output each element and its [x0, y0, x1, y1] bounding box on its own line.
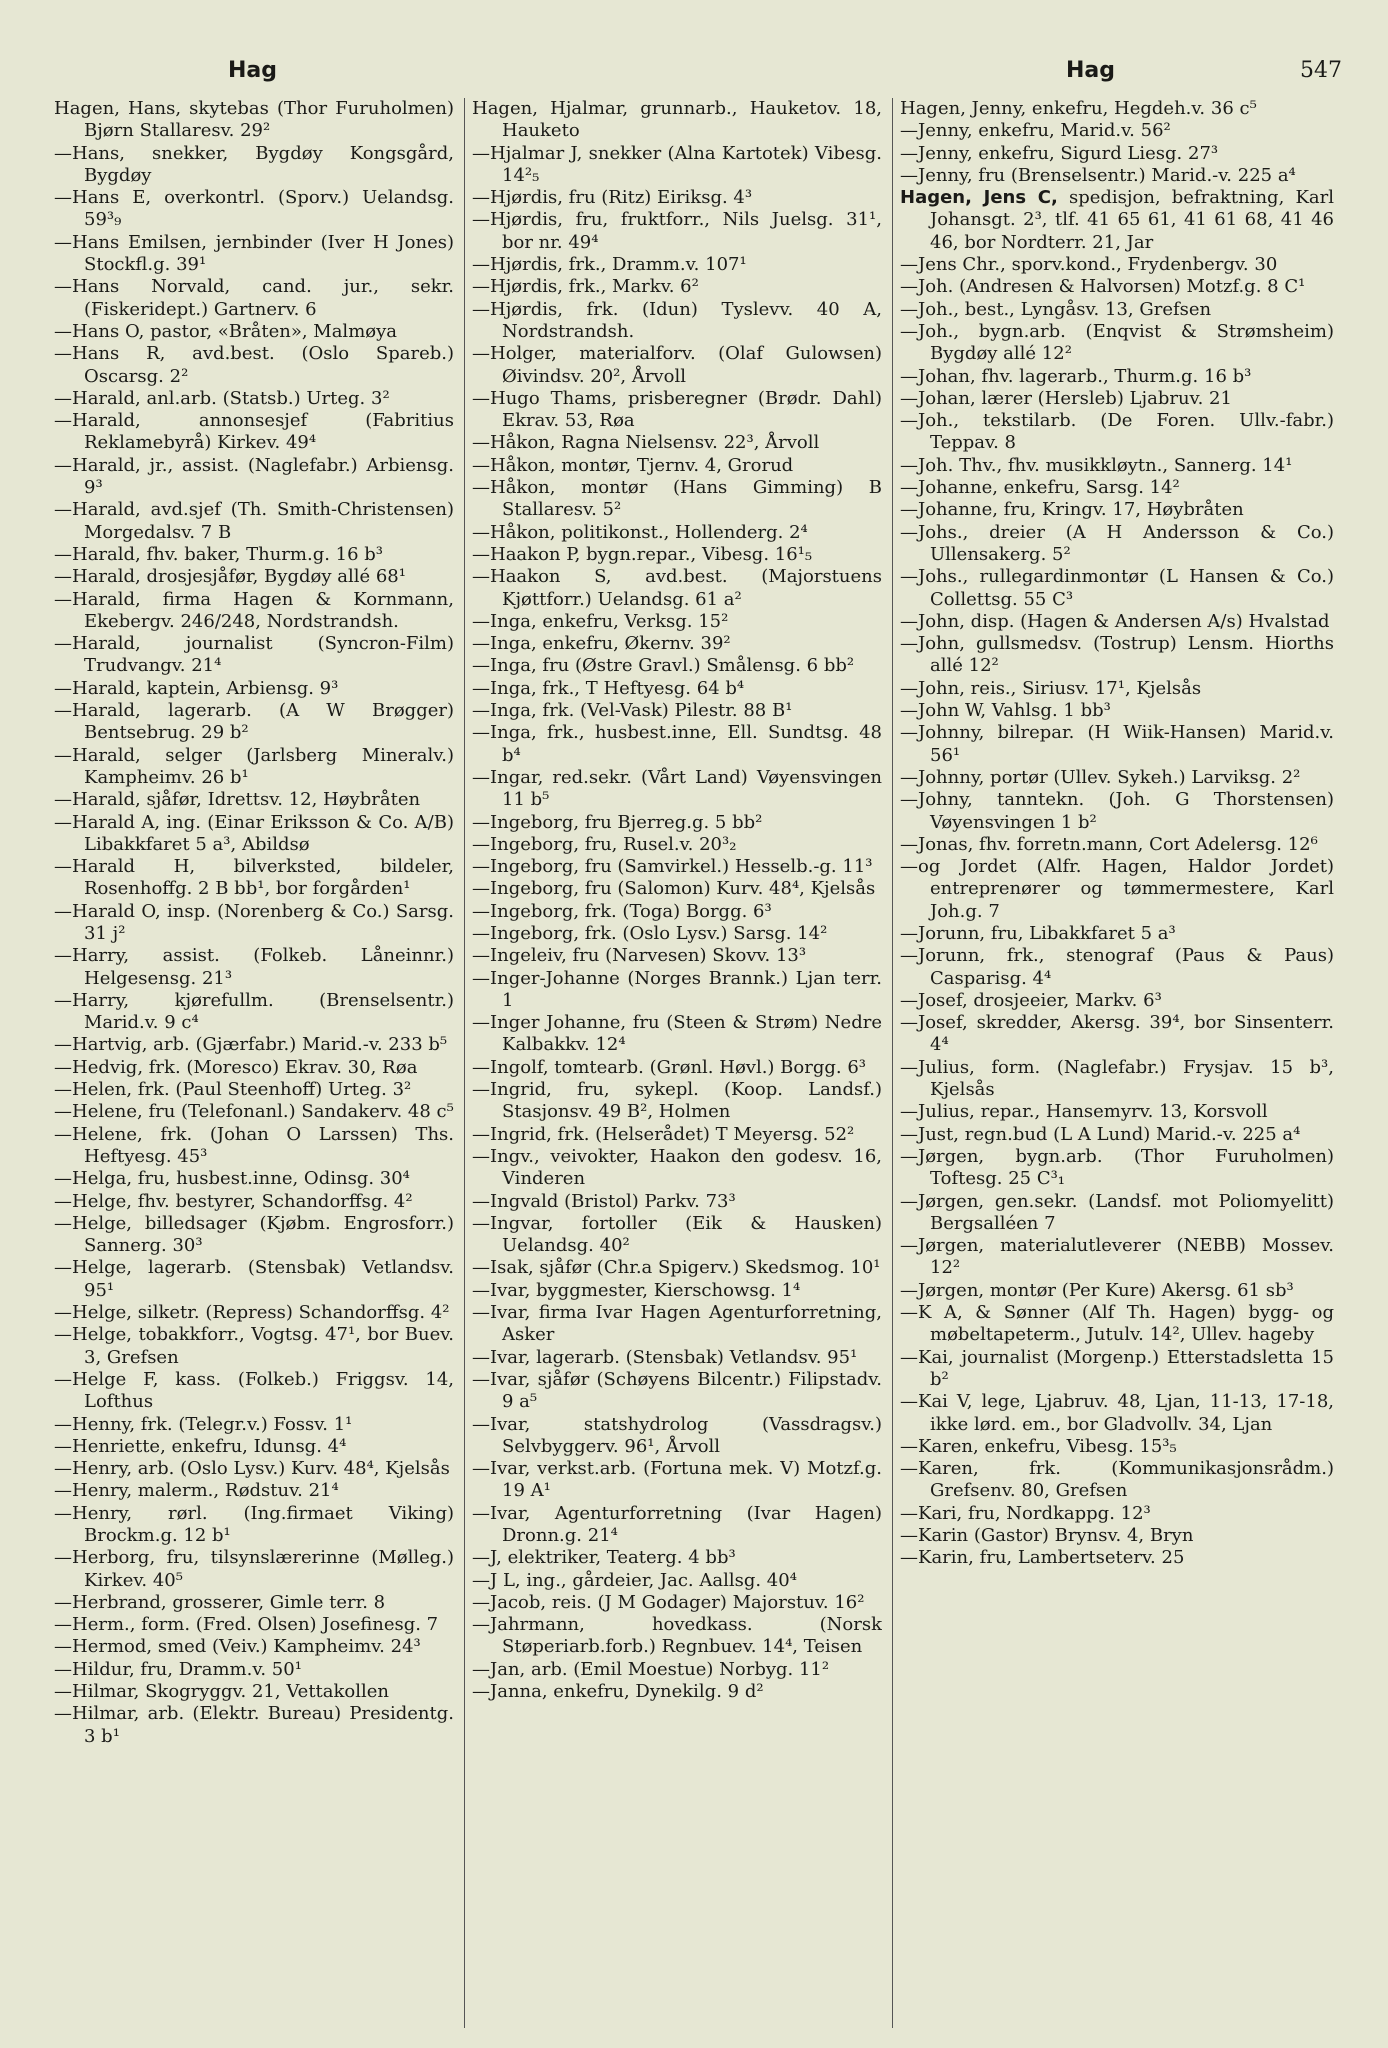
directory-entry: —Ingvar, fortoller (Eik & Hausken) Uelandsg. 40² — [472, 1212, 882, 1257]
directory-entry: —Kari, fru, Nordkappg. 12³ — [900, 1502, 1151, 1524]
column-1 — [54, 98, 454, 2028]
directory-entry: —Karin, fru, Lambertseterv. 25 — [900, 1547, 1185, 1569]
directory-entry: —Harald O, insp. (Norenberg & Co.) Sarsg. 31 j² — [54, 900, 454, 944]
directory-entry: —Henriette, enkefru, Idunsg. 4⁴ — [54, 1435, 347, 1457]
directory-entry: —Ingeborg, frk. (Toga) Borgg. 6³ — [472, 900, 772, 922]
directory-entry: —Harry, kjørefullm. (Brenselsentr.) Marid.v. 9 c⁴ — [54, 989, 454, 1034]
directory-entry: —Helen, frk. (Paul Steenhoff) Urteg. 3² — [54, 1079, 412, 1101]
directory-entry: —Ivar, sjåfør (Schøyens Bilcentr.) Filipstadv. 9 a⁵ — [472, 1368, 882, 1413]
directory-entry: —Harald, sjåfør, Idrettsv. 12, Høybråten — [54, 789, 421, 811]
directory-entry: —Joh. Thv., fhv. musikkløytn., Sannerg. 14¹ — [900, 454, 1293, 476]
directory-entry: —Inga, frk., husbest.inne, Ell. Sundtsg. 48 b⁴ — [472, 722, 882, 766]
directory-entry: —Johan, fhv. lagerarb., Thurm.g. 16 b³ — [900, 365, 1252, 387]
directory-entry: —Hans Emilsen, jernbinder (Iver H Jones) Stockfl.g. 39¹ — [54, 231, 454, 276]
directory-entry: —og Jordet (Alfr. Hagen, Haldor Jordet) entreprenører og tømmermestere, Karl Joh.g. 7 — [900, 856, 1334, 922]
directory-entry: —Karin (Gastor) Brynsv. 4, Bryn — [900, 1525, 1194, 1546]
directory-entry: —Hildur, fru, Dramm.v. 50¹ — [54, 1658, 302, 1680]
directory-entry: —Helene, fru (Telefonanl.) Sandakerv. 48 c⁵ — [54, 1101, 454, 1123]
directory-entry: —Jorunn, frk., stenograf (Paus & Paus) Casparisg. 4⁴ — [900, 945, 1334, 989]
directory-entry: —Janna, enkefru, Dynekilg. 9 d² — [472, 1681, 764, 1703]
directory-entry: —Inger Johanne, fru (Steen & Strøm) Nedre Kalbakkv. 12⁴ — [472, 1012, 882, 1056]
directory-entry: —Johs., rullegardinmontør (L Hansen & Co.) Collettsg. 55 C³ — [900, 566, 1334, 610]
entry-list-1 — [54, 98, 454, 1748]
directory-entry: —Helge, tobakkforr., Vogtsg. 47¹, bor Buev. 3, Grefsen — [54, 1324, 454, 1368]
directory-entry: —Hilmar, arb. (Elektr. Bureau) Presidentg. 3 b¹ — [54, 1703, 454, 1747]
directory-entry: —Ingar, red.sekr. (Vårt Land) Vøyensvingen 11 b⁵ — [472, 766, 882, 811]
directory-entry: —Inger-Johanne (Norges Brannk.) Ljan terr. 1 — [472, 967, 882, 1011]
directory-entry: —Harald, selger (Jarlsberg Mineralv.) Kampheimv. 26 b¹ — [54, 744, 454, 788]
directory-entry: —Herbrand, grosserer, Gimle terr. 8 — [54, 1591, 386, 1613]
directory-entry: —Hjalmar J, snekker (Alna Kartotek) Vibesg. 14²₅ — [472, 142, 882, 186]
directory-entry: —Harald, anl.arb. (Statsb.) Urteg. 3² — [54, 387, 390, 409]
directory-entry: —Haakon S, avd.best. (Majorstuens Kjøttforr.) Uelandsg. 61 a² — [472, 566, 882, 610]
directory-entry: —John, reis., Siriusv. 17¹, Kjelsås — [900, 677, 1202, 699]
directory-entry: —Hjørdis, frk., Markv. 6² — [472, 276, 699, 298]
directory-entry: —Jørgen, montør (Per Kure) Akersg. 61 sb³ — [900, 1279, 1294, 1301]
directory-entry: —Harald, journalist (Syncron-Film) Trudvangv. 21⁴ — [54, 633, 454, 677]
directory-entry: —Ivar, Agenturforretning (Ivar Hagen) Dronn.g. 21⁴ — [472, 1502, 882, 1546]
directory-entry: —Harald, firma Hagen & Kornmann, Ekebergv. 246/248, Nordstrandsh. — [54, 588, 454, 632]
directory-entry: —Josef, drosjeeier, Markv. 6³ — [900, 989, 1162, 1011]
directory-entry: —Henry, rørl. (Ing.firmaet Viking) Brockm.g. 12 b¹ — [54, 1502, 454, 1546]
directory-entry: —Hjørdis, fru (Ritz) Eiriksg. 4³ — [472, 187, 753, 209]
entry-list-2 — [472, 98, 882, 1703]
directory-entry: —Johs., dreier (A H Andersson & Co.) Ullensakerg. 5² — [900, 521, 1334, 565]
directory-entry: —Harry, assist. (Folkeb. Låneinnr.) Helgesensg. 21³ — [54, 945, 454, 989]
directory-entry: —Helge, lagerarb. (Stensbak) Vetlandsv. 95¹ — [54, 1257, 454, 1301]
directory-entry: —Inga, frk., T Heftyesg. 64 b⁴ — [472, 677, 745, 699]
directory-entry: —Helge, fhv. bestyrer, Schandorffsg. 4² — [54, 1190, 413, 1212]
directory-entry: —Ingeborg, fru Bjerreg.g. 5 bb² — [472, 811, 763, 833]
directory-entry: —Harald, kaptein, Arbiensg. 9³ — [54, 677, 339, 699]
directory-entry: —Hedvig, frk. (Moresco) Ekrav. 30, Røa — [54, 1056, 418, 1078]
directory-entry: —Inga, enkefru, Verksg. 15² — [472, 610, 729, 632]
directory-entry: —Hans Norvald, cand. jur., sekr. (Fiskeridept.) Gartnerv. 6 — [54, 276, 454, 320]
directory-entry: —John W, Vahlsg. 1 bb³ — [900, 700, 1111, 722]
directory-entry: —Hans E, overkontrl. (Sporv.) Uelandsg. 59³₉ — [54, 187, 454, 231]
directory-entry: —Harald H, bilverksted, bildeler, Rosenhoffg. 2 B bb¹, bor forgården¹ — [54, 856, 454, 900]
directory-entry: —Harald, fhv. baker, Thurm.g. 16 b³ — [54, 543, 384, 565]
directory-entry: —Holger, materialforv. (Olaf Gulowsen) Øivindsv. 20², Årvoll — [472, 343, 882, 387]
directory-entry: —Helge, silketr. (Repress) Schandorffsg. 4² — [54, 1302, 450, 1324]
directory-entry: —Jenny, enkefru, Sigurd Liesg. 27³ — [900, 142, 1219, 164]
directory-entry: —Hartvig, arb. (Gjærfabr.) Marid.-v. 233 b⁵ — [54, 1034, 448, 1056]
directory-entry: —Ingeleiv, fru (Narvesen) Skovv. 13³ — [472, 945, 807, 967]
directory-entry: —Ingrid, fru, sykepl. (Koop. Landsf.) Stasjonsv. 49 B², Holmen — [472, 1079, 882, 1123]
page-header — [0, 58, 1388, 88]
directory-entry: —Hjørdis, frk. (Idun) Tyslevv. 40 A, Nordstrandsh. — [472, 298, 882, 342]
column-3 — [900, 98, 1334, 2028]
directory-entry: —Hjørdis, fru, fruktforr., Nils Juelsg. 31¹, bor nr. 49⁴ — [472, 209, 882, 253]
directory-entry: Hagen, Hjalmar, grunnarb., Hauketov. 18, Hauketo — [472, 98, 882, 142]
directory-entry: —Håkon, montør, Tjernv. 4, Grorud — [472, 454, 794, 476]
right-guide-word: Hag — [1066, 58, 1116, 83]
directory-entry: —Julius, repar., Hansemyrv. 13, Korsvoll — [900, 1101, 1268, 1123]
directory-entry: Hagen, Jenny, enkefru, Hegdeh.v. 36 c⁵ — [900, 98, 1257, 119]
directory-entry: —Jorunn, fru, Libakkfaret 5 a³ — [900, 922, 1176, 944]
directory-entry: —Ivar, byggmester, Kierschowsg. 1⁴ — [472, 1279, 801, 1301]
directory-entry: —Håkon, Ragna Nielsensv. 22³, Årvoll — [472, 432, 820, 454]
directory-entry: —Haakon P, bygn.repar., Vibesg. 16¹₅ — [472, 543, 813, 565]
directory-entry: —Hans O, pastor, «Bråten», Malmøya — [54, 320, 397, 342]
directory-entry: —Ivar, verkst.arb. (Fortuna mek. V) Motzf.g. 19 A¹ — [472, 1458, 882, 1502]
directory-entry: —Håkon, montør (Hans Gimming) B Stallaresv. 5² — [472, 477, 882, 521]
directory-entry: —Jørgen, gen.sekr. (Landsf. mot Poliomyelitt) Bergsalléen 7 — [900, 1190, 1334, 1234]
directory-entry: —Ingv., veivokter, Haakon den godesv. 16, Vinderen — [472, 1145, 882, 1190]
directory-entry: —Joh., bygn.arb. (Enqvist & Strømsheim) Bygdøy allé 12² — [900, 320, 1334, 365]
column-divider — [892, 98, 893, 2028]
directory-entry: —Jenny, enkefru, Marid.v. 56² — [900, 120, 1171, 142]
directory-entry: —Joh. (Andresen & Halvorsen) Motzf.g. 8 C¹ — [900, 276, 1306, 298]
directory-entry: —Joh., tekstilarb. (De Foren. Ullv.-fabr.) Teppav. 8 — [900, 410, 1334, 454]
directory-entry: —Ivar, firma Ivar Hagen Agenturforretning, Asker — [472, 1302, 882, 1346]
directory-entry: —Harald, drosjesjåfør, Bygdøy allé 68¹ — [54, 566, 406, 588]
directory-entry: —Ingeborg, frk. (Oslo Lysv.) Sarsg. 14² — [472, 922, 828, 944]
directory-entry: —Helene, frk. (Johan O Larssen) Ths. Heftyesg. 45³ — [54, 1123, 454, 1167]
directory-entry: —Jens Chr., sporv.kond., Frydenbergv. 30 — [900, 254, 1278, 276]
directory-entry: —J L, ing., gårdeier, Jac. Aallsg. 40⁴ — [472, 1569, 797, 1591]
page-number: 547 — [1300, 58, 1342, 83]
directory-entry: —Kai, journalist (Morgenp.) Etterstadsletta 15 b² — [900, 1346, 1334, 1390]
directory-entry: —Johan, lærer (Hersleb) Ljabruv. 21 — [900, 387, 1232, 409]
directory-entry: —Just, regn.bud (L A Lund) Marid.-v. 225 a⁴ — [900, 1123, 1301, 1145]
directory-entry: —Johnny, bilrepar. (H Wiik-Hansen) Marid.v. 56¹ — [900, 722, 1334, 766]
directory-entry: —Ivar, lagerarb. (Stensbak) Vetlandsv. 95¹ — [472, 1346, 858, 1368]
directory-entry: —Helge, billedsager (Kjøbm. Engrosforr.) Sannerg. 30³ — [54, 1212, 454, 1257]
directory-entry: —Hans R, avd.best. (Oslo Spareb.) Oscarsg. 2² — [54, 343, 454, 387]
directory-entry: —Jan, arb. (Emil Moestue) Norbyg. 11² — [472, 1658, 830, 1680]
directory-entry: —Jacob, reis. (J M Godager) Majorstuv. 16² — [472, 1591, 865, 1613]
directory-entry: —Karen, enkefru, Vibesg. 15³₅ — [900, 1435, 1177, 1457]
directory-entry: —Helge F, kass. (Folkeb.) Friggsv. 14, Lofthus — [54, 1368, 454, 1413]
column-2 — [472, 98, 882, 2028]
directory-entry: —Inga, enkefru, Økernv. 39² — [472, 633, 731, 655]
directory-entry: —Isak, sjåfør (Chr.a Spigerv.) Skedsmog. 10¹ — [472, 1257, 881, 1279]
directory-entry: —Inga, fru (Østre Gravl.) Smålensg. 6 bb² — [472, 655, 855, 677]
directory-entry: —Helga, fru, husbest.inne, Odinsg. 30⁴ — [54, 1168, 410, 1190]
directory-entry: —Karen, frk. (Kommunikasjonsrådm.) Grefsenv. 80, Grefsen — [900, 1458, 1334, 1502]
directory-entry: —Herm., form. (Fred. Olsen) Josefinesg. 7 — [54, 1614, 439, 1636]
directory-entry: —John, disp. (Hagen & Andersen A/s) Hvalstad — [900, 610, 1330, 632]
directory-entry: —Kai V, lege, Ljabruv. 48, Ljan, 11-13, 17-18, ikke lørd. em., bor Gladvollv. 34, Ljan — [900, 1391, 1334, 1435]
directory-entry: —Jenny, fru (Brenselsentr.) Marid.-v. 225 a⁴ — [900, 164, 1296, 186]
directory-entry: —Ingeborg, fru (Samvirkel.) Hesselb.-g. 11³ — [472, 856, 873, 878]
directory-entry: —Harald, lagerarb. (A W Brøgger) Bentsebrug. 29 b² — [54, 700, 454, 744]
entry-list-3 — [900, 98, 1334, 1570]
bold-firm-name: Hagen, Jens C, — [900, 187, 1058, 209]
directory-entry: —Hans, snekker, Bygdøy Kongsgård, Bygdøy — [54, 142, 454, 186]
directory-entry: —Hjørdis, frk., Dramm.v. 107¹ — [472, 254, 747, 276]
directory-entry: —Henny, frk. (Telegr.v.) Fossv. 1¹ — [54, 1413, 353, 1435]
directory-entry: —Harald A, ing. (Einar Eriksson & Co. A/B) Libakkfaret 5 a³, Abildsø — [54, 811, 454, 855]
directory-entry: —Ingeborg, fru, Rusel.v. 20³₂ — [472, 833, 737, 855]
directory-entry: —Jørgen, materialutleverer (NEBB) Mossev. 12² — [900, 1235, 1334, 1279]
directory-entry: —Johanne, enkefru, Sarsg. 14² — [900, 477, 1180, 499]
directory-entry: —Jonas, fhv. forretn.mann, Cort Adelersg. 12⁶ — [900, 833, 1318, 855]
directory-entry: —Hilmar, Skogryggv. 21, Vettakollen — [54, 1681, 390, 1703]
directory-entry: —Joh., best., Lyngåsv. 13, Grefsen — [900, 298, 1212, 320]
directory-entry: Hagen, Jens C, spedisjon, befraktning, Karl Johansgt. 2³, tlf. 41 65 61, 41 61 68, 41 46 46, bor Nordterr. 21, Jar — [900, 187, 1334, 253]
directory-entry: —Herborg, fru, tilsynslærerinne (Mølleg.) Kirkev. 40⁵ — [54, 1547, 454, 1591]
directory-entry: —Ingvald (Bristol) Parkv. 73³ — [472, 1190, 736, 1212]
directory-entry: —Johanne, fru, Kringv. 17, Høybråten — [900, 499, 1244, 521]
column-divider — [464, 98, 465, 2028]
directory-entry: —Henry, malerm., Rødstuv. 21⁴ — [54, 1480, 339, 1502]
directory-entry: —Harald, avd.sjef (Th. Smith-Christensen) Morgedalsv. 7 B — [54, 499, 454, 543]
directory-entry: —Inga, frk. (Vel-Vask) Pilestr. 88 B¹ — [472, 700, 793, 722]
directory-entry: —Henry, arb. (Oslo Lysv.) Kurv. 48⁴, Kjelsås — [54, 1458, 450, 1480]
directory-entry: —Ivar, statshydrolog (Vassdragsv.) Selvbyggerv. 96¹, Årvoll — [472, 1413, 882, 1457]
directory-entry: —Julius, form. (Naglefabr.) Frysjav. 15 b³, Kjelsås — [900, 1056, 1334, 1101]
directory-entry: —Hugo Thams, prisberegner (Brødr. Dahl) Ekrav. 53, Røa — [472, 387, 882, 432]
directory-entry: —John, gullsmedsv. (Tostrup) Lensm. Hiorths allé 12² — [900, 633, 1334, 677]
directory-entry: —Josef, skredder, Akersg. 39⁴, bor Sinsenterr. 4⁴ — [900, 1012, 1334, 1056]
directory-entry: —Harald, jr., assist. (Naglefabr.) Arbiensg. 9³ — [54, 454, 454, 499]
directory-entry: —Håkon, politikonst., Hollenderg. 2⁴ — [472, 521, 808, 543]
directory-entry: —Hermod, smed (Veiv.) Kampheimv. 24³ — [54, 1636, 421, 1658]
directory-entry: —J, elektriker, Teaterg. 4 bb³ — [472, 1547, 736, 1569]
directory-entry: Hagen, Hans, skytebas (Thor Furuholmen) Bjørn Stallaresv. 29² — [54, 98, 454, 142]
directory-entry: —Johny, tanntekn. (Joh. G Thorstensen) Vøyensvingen 1 b² — [900, 789, 1334, 833]
directory-entry: —Ingolf, tomtearb. (Grønl. Høvl.) Borgg. 6³ — [472, 1056, 866, 1078]
left-guide-word: Hag — [228, 58, 278, 83]
directory-columns — [54, 98, 1334, 2028]
directory-entry: —Jørgen, bygn.arb. (Thor Furuholmen) Toftesg. 25 C³₁ — [900, 1145, 1334, 1190]
directory-entry: —Harald, annonsesjef (Fabritius Reklamebyrå) Kirkev. 49⁴ — [54, 410, 454, 454]
directory-entry: —Johnny, portør (Ullev. Sykeh.) Larviksg. 2² — [900, 766, 1301, 788]
directory-entry: —K A, & Sønner (Alf Th. Hagen) bygg- og møbeltapeterm., Jutulv. 14², Ullev. hageby — [900, 1302, 1334, 1346]
directory-entry: —Ingrid, frk. (Helserådet) T Meyersg. 52² — [472, 1123, 855, 1145]
directory-entry: —Ingeborg, fru (Salomon) Kurv. 48⁴, Kjelsås — [472, 878, 876, 900]
directory-entry: —Jahrmann, hovedkass. (Norsk Støperiarb.forb.) Regnbuev. 14⁴, Teisen — [472, 1614, 882, 1658]
